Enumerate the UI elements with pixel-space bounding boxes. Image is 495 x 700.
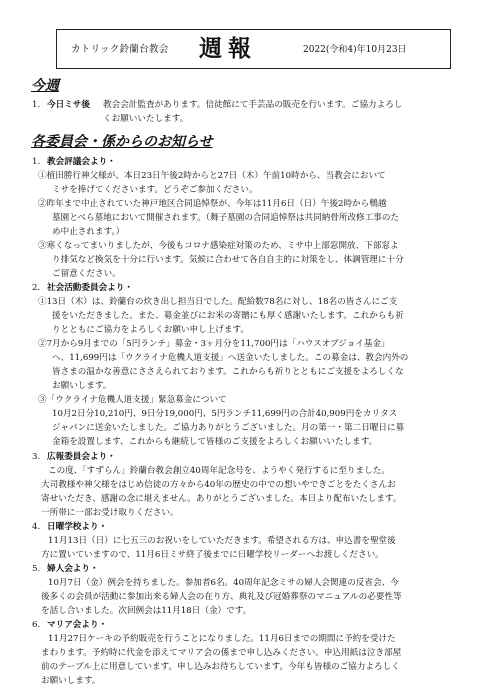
item-text: め中止されます。） xyxy=(52,227,125,237)
item-text: 方に置いていますので、11月6日ミサ終了後までに日曜学校リーダーへお渡しください。 xyxy=(41,550,384,560)
item-text: ご留意ください。 xyxy=(52,269,121,279)
item-number: 5. xyxy=(32,564,41,574)
bulletin-date: 2022(令和4)年10月23日 xyxy=(303,45,407,55)
item-text: 前のテーブル上に用意しています。申し込みお待ちしています。今年も皆様のご協力よろしく xyxy=(41,662,400,672)
item-text: 皆さまの温かな善意にささえられております。これからも祈りとともにご支援をよろしくな xyxy=(52,367,404,377)
item-text: ②7月から9月までの「5円ランチ」募金・3ヶ月分を11,700円は「ハウスオブジョイ基金」 xyxy=(38,339,390,349)
item-text: 10月7日（金）例会を持ちました。参加者6名。40周年記念ミサの婦人会関連の反省会、今 xyxy=(48,578,399,588)
item-text: ③「ウクライナ危機人道支援」緊急募金について xyxy=(38,395,227,405)
item-text: へ、11,699円は「ウクライナ危機人道支援」へ送金いたしました。この募金は、教会内外の xyxy=(52,353,409,363)
item-text: まわります。予約時に代金を添えてマリア会の係まで申し込みください。申込用紙は泣き部屋 xyxy=(41,648,402,658)
section-title-this-week: 今週 xyxy=(31,78,59,94)
item-text: ジャパンに送金いたしました。ご協力ありがとうございました。月の第一・第二日曜日に募 xyxy=(52,423,405,433)
item-text: 大司教様や神父様をはじめ信徒の方々から40年の歴史の中での想いやできごとをたくさんお xyxy=(41,480,396,490)
section-title-committees: 各委員会・係からのお知らせ xyxy=(31,134,213,150)
item-text: 教会会計監査があります。信徒館にて手芸品の販売を行います。ご協力よろし xyxy=(103,100,403,110)
item-text: ①植田勝行神父様が、本日23日午後2時からと27日（木）午前10時から、当教会において xyxy=(38,171,386,181)
item-heading: 広報委員会より・ xyxy=(47,452,116,462)
item-number: 4. xyxy=(32,522,41,532)
item-text: 寄せいただき、感謝の念に堪えません。ありがとうございました。本日より配布いたします。 xyxy=(41,494,402,504)
item-text: 援をいただきました。また、募金並びにお米の寄贈にも厚く感謝いたします。これからも祈 xyxy=(52,311,404,321)
item-number: 1. xyxy=(32,100,41,110)
item-text: 10月2日分10,210円、9日分19,000円、5円ランチ11,699円の合計40,909円をカリタス xyxy=(52,409,398,419)
item-heading: 今日ミサ後 xyxy=(47,100,90,110)
item-text: り排気など換気を十分に行います。気候に合わせて各自自主的に対策をし、体調管理に十分 xyxy=(52,255,404,265)
bulletin-header xyxy=(56,29,451,69)
item-text: 金箱を設置します、これからも継続して皆様のご支援をよろしくお願いいたします。 xyxy=(52,437,378,447)
item-number: 3. xyxy=(32,452,41,462)
item-text: 後多くの会員が活動に参加出来る婦人会の在り方、典礼及び冠婚葬祭のマニュアルの必要性等 xyxy=(41,592,402,602)
item-text: 11月27日ケーキの予約販売を行うことになりました。11月6日までの期間に予約を受けた xyxy=(48,634,396,644)
item-heading: マリア会より・ xyxy=(47,620,108,630)
bulletin-title: 週報 xyxy=(199,35,257,62)
item-number: 1. xyxy=(32,157,41,167)
item-number: 2. xyxy=(32,283,41,293)
item-heading: 婦人会より・ xyxy=(47,564,99,574)
item-text: ①13日（木）は、鈴蘭台の炊き出し担当日でした。配給数78名に対し、18名の皆さんにご支 xyxy=(38,297,398,307)
item-number: 6. xyxy=(32,620,41,630)
item-text: 一所帯に一部お受け取りください。 xyxy=(41,508,179,518)
item-text: ③寒くなってまいりましたが、今後もコロナ感染症対策のため、ミサ中上部窓開放、下部窓よ xyxy=(38,241,399,251)
item-text: を話し合いました。次回例会は11月18日（金）です。 xyxy=(41,606,252,616)
item-text: 墓園とべら墓地において開催されます。（舞子墓園の合同追悼祭は共同納骨所改修工事のた xyxy=(52,213,400,223)
item-text: ②昨年まで中止されていた神戸地区合同追悼祭が、今年は11月6日（日）午後2時から鵯越 xyxy=(38,199,387,209)
item-heading: 社会活動委員会より・ xyxy=(47,283,133,293)
item-text: 11月13日（日）に七五三のお祝いをしていただきます。希望される方は、申込書を聖堂後 xyxy=(48,536,396,546)
item-heading: 教会評議会より・ xyxy=(47,157,116,167)
item-text: お願いします。 xyxy=(52,381,112,391)
item-text: ミサを捧げてくださいます。どうぞご参加ください。 xyxy=(52,185,258,195)
item-text: くお願いいたします。 xyxy=(103,114,189,124)
church-name: カトリック鈴蘭台教会 xyxy=(71,44,169,55)
item-heading: 日曜学校より・ xyxy=(47,522,108,532)
item-text: この度、「すずらん」鈴蘭台教会創立40周年記念号を、ようやく発行するに至りました。 xyxy=(48,466,390,476)
item-text: お願いします。 xyxy=(41,676,101,686)
item-text: りとともにご協力をよろしくお願い申し上げます。 xyxy=(52,325,249,335)
